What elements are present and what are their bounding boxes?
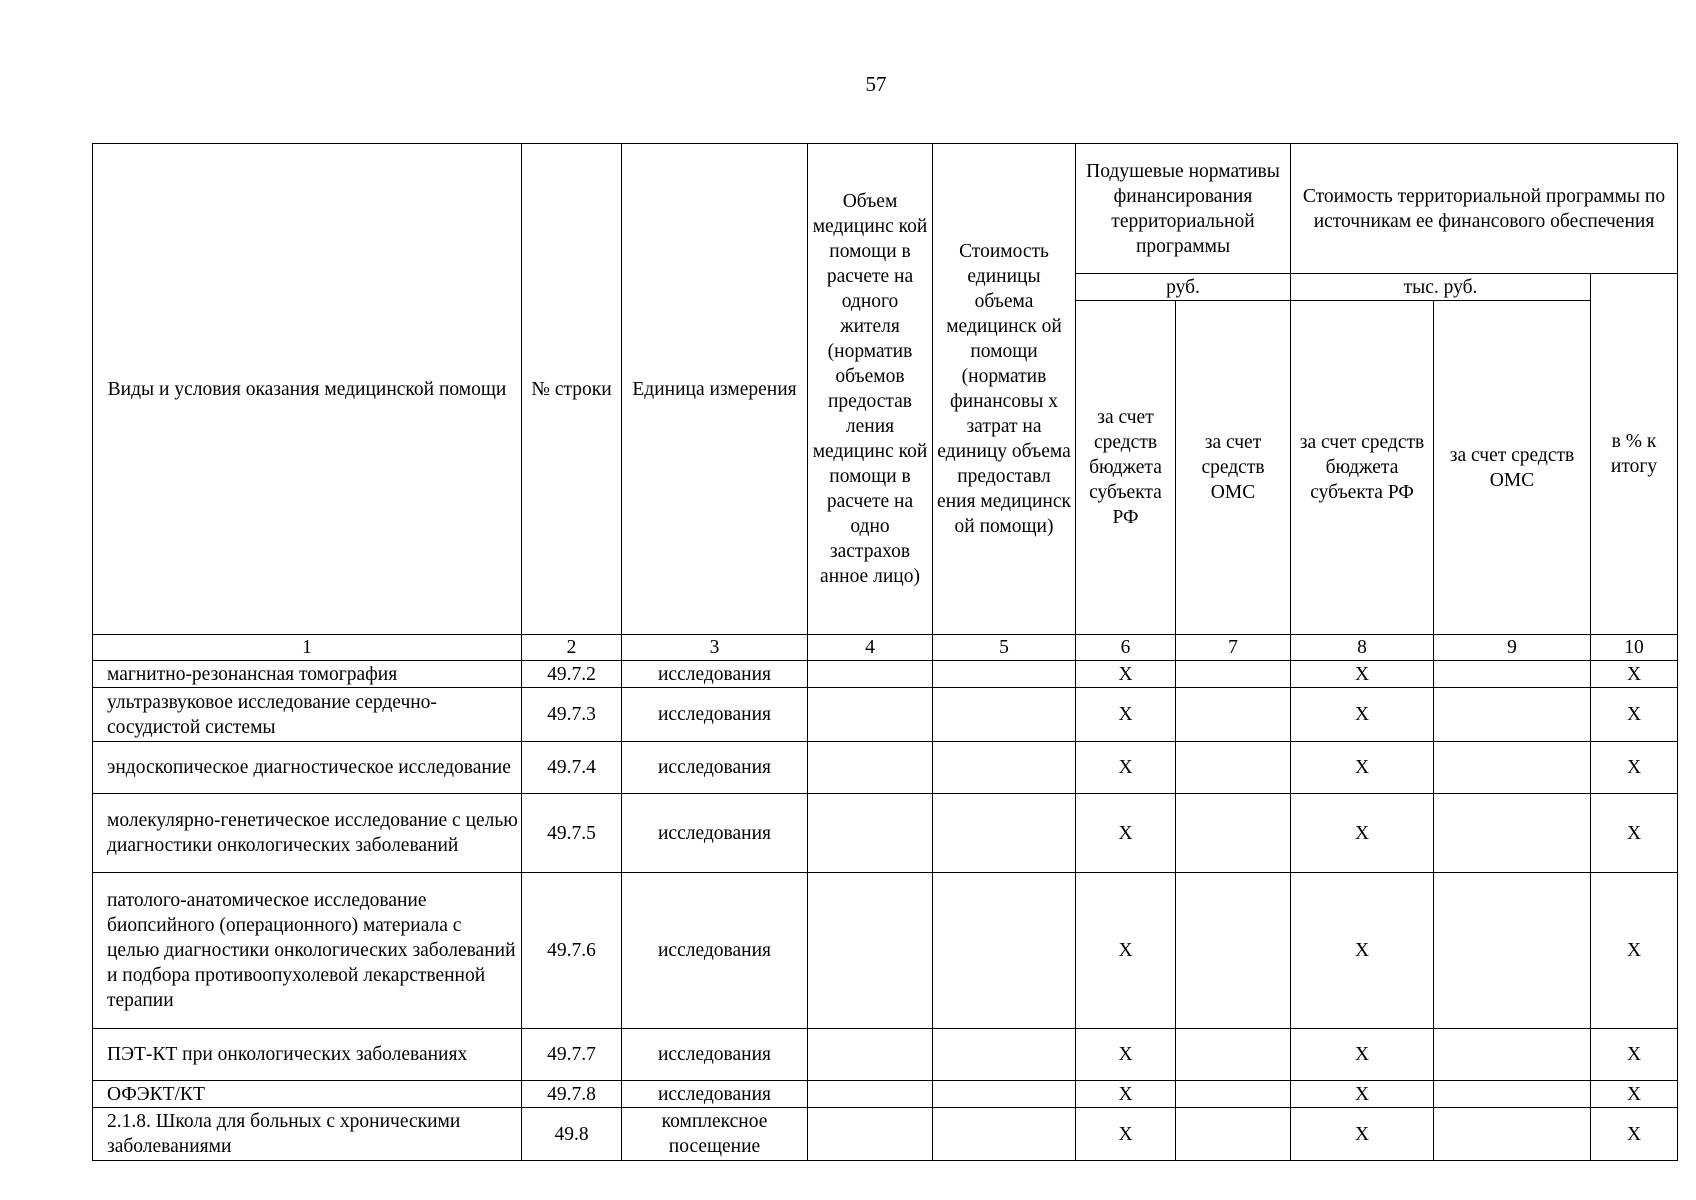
row-c5 xyxy=(933,1081,1076,1108)
table-row xyxy=(93,873,1678,1029)
row-line: 49.7.2 xyxy=(522,661,622,688)
header-unit: Единица измерения xyxy=(622,144,808,635)
row-c10: Х xyxy=(1591,688,1678,742)
row-name: ПЭТ-КТ при онкологических заболеваниях xyxy=(93,1029,522,1081)
row-c10: Х xyxy=(1591,873,1678,1029)
row-unit: исследования xyxy=(622,1029,808,1081)
row-c10: Х xyxy=(1591,1029,1678,1081)
column-number: 10 xyxy=(1591,635,1678,661)
header-unit-thousand-rub: тыс. руб. xyxy=(1291,274,1591,301)
column-number: 6 xyxy=(1076,635,1176,661)
row-name: молекулярно-генетическое исследование с целью диагностики онкологических заболеваний xyxy=(93,794,522,873)
row-c8: Х xyxy=(1291,1081,1434,1108)
row-c8: Х xyxy=(1291,742,1434,794)
column-number: 9 xyxy=(1434,635,1591,661)
row-line: 49.7.3 xyxy=(522,688,622,742)
header-volume: Объем медицинс кой помощи в расчете на одного жителя (норматив объемов предостав ления медицинс кой помощи в расчете на одно застрахов анное лицо) xyxy=(808,144,933,635)
row-c6: Х xyxy=(1076,794,1176,873)
row-c7 xyxy=(1176,1081,1291,1108)
column-number: 7 xyxy=(1176,635,1291,661)
row-c5 xyxy=(933,873,1076,1029)
header-percent-of-total: в % к итогу xyxy=(1591,274,1678,635)
row-c8: Х xyxy=(1291,1108,1434,1161)
header-regional-budget: за счет средств бюджета субъекта РФ xyxy=(1076,301,1176,635)
row-c4 xyxy=(808,1029,933,1081)
row-c8: Х xyxy=(1291,794,1434,873)
row-c4 xyxy=(808,1108,933,1161)
header-unit-rub: руб. xyxy=(1076,274,1291,301)
row-c9 xyxy=(1434,742,1591,794)
row-unit: комплексное посещение xyxy=(622,1108,808,1161)
row-c9 xyxy=(1434,1108,1591,1161)
row-unit: исследования xyxy=(622,1081,808,1108)
row-c6: Х xyxy=(1076,661,1176,688)
row-c9 xyxy=(1434,1029,1591,1081)
row-c5 xyxy=(933,794,1076,873)
header-program-cost: Стоимость территориальной программы по источникам ее финансового обеспечения xyxy=(1291,144,1678,274)
row-c10: Х xyxy=(1591,661,1678,688)
row-c9 xyxy=(1434,688,1591,742)
column-number: 4 xyxy=(808,635,933,661)
row-name: патолого-анатомическое исследование биопсийного (операционного) материала с целью диагностики онкологических заболеваний и подбора противоопухолевой лекарственной терапии xyxy=(93,873,522,1029)
row-name: эндоскопическое диагностическое исследование xyxy=(93,742,522,794)
financing-norms-table xyxy=(92,143,1678,1161)
row-c6: Х xyxy=(1076,688,1176,742)
row-name: ОФЭКТ/КТ xyxy=(93,1081,522,1108)
column-number: 8 xyxy=(1291,635,1434,661)
row-c9 xyxy=(1434,1081,1591,1108)
row-c4 xyxy=(808,1081,933,1108)
row-c6: Х xyxy=(1076,1081,1176,1108)
row-name: 2.1.8. Школа для больных с хроническими заболеваниями xyxy=(93,1108,522,1161)
row-line: 49.7.7 xyxy=(522,1029,622,1081)
row-line: 49.7.4 xyxy=(522,742,622,794)
header-oms: за счет средств ОМС xyxy=(1176,301,1291,635)
row-c8: Х xyxy=(1291,1029,1434,1081)
row-name: магнитно-резонансная томография xyxy=(93,661,522,688)
row-c5 xyxy=(933,1029,1076,1081)
row-unit: исследования xyxy=(622,661,808,688)
row-c7 xyxy=(1176,661,1291,688)
row-unit: исследования xyxy=(622,794,808,873)
row-c6: Х xyxy=(1076,1029,1176,1081)
column-number: 3 xyxy=(622,635,808,661)
row-c10: Х xyxy=(1591,742,1678,794)
row-c8: Х xyxy=(1291,661,1434,688)
row-c5 xyxy=(933,742,1076,794)
row-c4 xyxy=(808,661,933,688)
header-unit-cost: Стоимость единицы объема медицинск ой помощи (норматив финансовы х затрат на единицу объема предоставл ения медицинск ой помощи) xyxy=(933,144,1076,635)
table-row xyxy=(93,1029,1678,1081)
row-c6: Х xyxy=(1076,742,1176,794)
row-c6: Х xyxy=(1076,1108,1176,1161)
row-c7 xyxy=(1176,1029,1291,1081)
row-c8: Х xyxy=(1291,873,1434,1029)
header-regional-budget-cost: за счет средств бюджета субъекта РФ xyxy=(1291,301,1434,635)
row-c7 xyxy=(1176,873,1291,1029)
row-c10: Х xyxy=(1591,794,1678,873)
row-c7 xyxy=(1176,742,1291,794)
column-numbers-row xyxy=(93,635,1678,661)
table-row xyxy=(93,688,1678,742)
row-c9 xyxy=(1434,661,1591,688)
row-line: 49.7.5 xyxy=(522,794,622,873)
row-name: ультразвуковое исследование сердечно-сосудистой системы xyxy=(93,688,522,742)
header-line-number: № строки xyxy=(522,144,622,635)
row-c6: Х xyxy=(1076,873,1176,1029)
page-number: 57 xyxy=(865,72,887,96)
row-line: 49.7.8 xyxy=(522,1081,622,1108)
row-c8: Х xyxy=(1291,688,1434,742)
table-row xyxy=(93,742,1678,794)
row-c4 xyxy=(808,873,933,1029)
table-row xyxy=(93,661,1678,688)
table-row xyxy=(93,1108,1678,1161)
row-c5 xyxy=(933,688,1076,742)
row-c4 xyxy=(808,794,933,873)
header-oms-cost: за счет средств ОМС xyxy=(1434,301,1591,635)
row-line: 49.8 xyxy=(522,1108,622,1161)
row-c7 xyxy=(1176,1108,1291,1161)
table-row xyxy=(93,794,1678,873)
column-number: 1 xyxy=(93,635,522,661)
row-unit: исследования xyxy=(622,688,808,742)
row-c9 xyxy=(1434,873,1591,1029)
row-c5 xyxy=(933,661,1076,688)
row-c9 xyxy=(1434,794,1591,873)
row-c4 xyxy=(808,742,933,794)
row-c7 xyxy=(1176,688,1291,742)
row-c7 xyxy=(1176,794,1291,873)
header-per-capita-norms: Подушевые нормативы финансирования территориальной программы xyxy=(1076,144,1291,274)
row-c4 xyxy=(808,688,933,742)
column-number: 2 xyxy=(522,635,622,661)
header-care-types: Виды и условия оказания медицинской помощи xyxy=(93,144,522,635)
row-c10: Х xyxy=(1591,1081,1678,1108)
row-unit: исследования xyxy=(622,873,808,1029)
column-number: 5 xyxy=(933,635,1076,661)
row-c10: Х xyxy=(1591,1108,1678,1161)
row-c5 xyxy=(933,1108,1076,1161)
row-line: 49.7.6 xyxy=(522,873,622,1029)
row-unit: исследования xyxy=(622,742,808,794)
table-row xyxy=(93,1081,1678,1108)
